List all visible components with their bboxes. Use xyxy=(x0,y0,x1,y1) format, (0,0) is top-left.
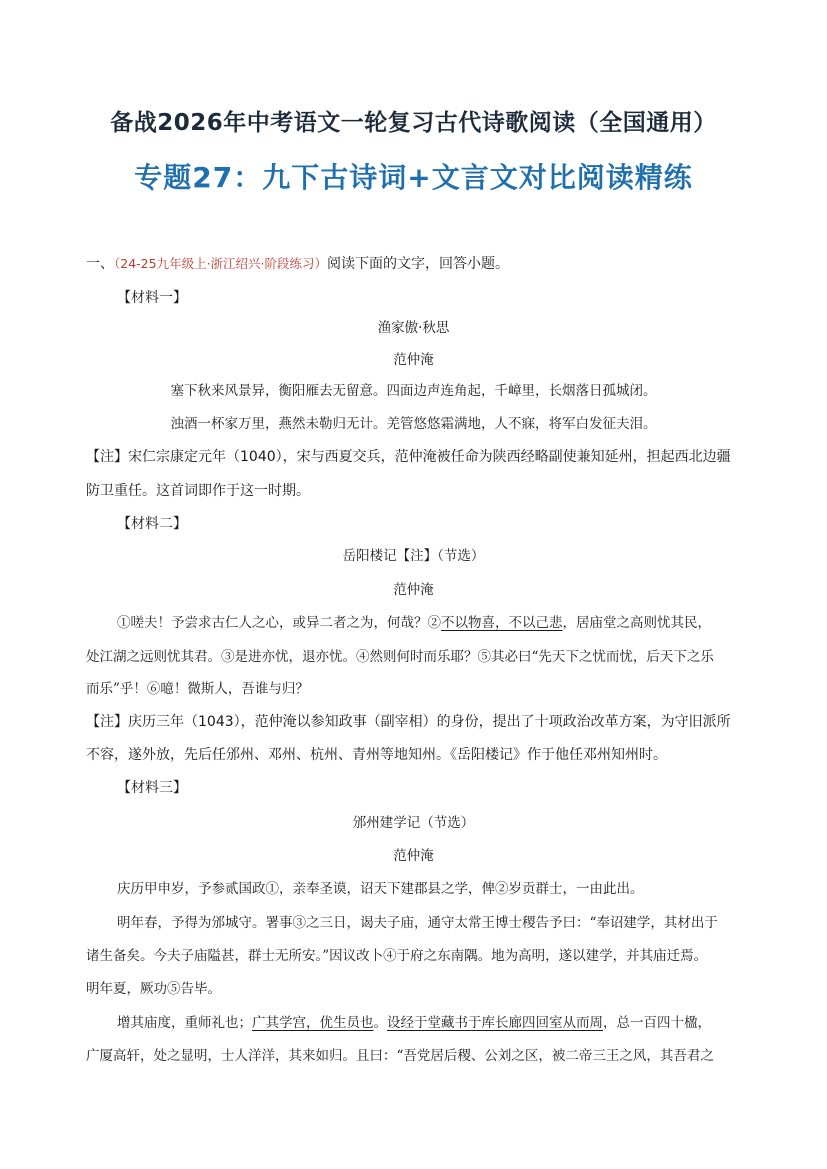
material-2-paragraph-line-1 xyxy=(117,613,711,633)
material-3-text: ，总一百四十楹， xyxy=(603,1015,711,1031)
question-line xyxy=(86,254,509,274)
material-2-paragraph-line-2: 处江湖之远则忧其君。③是进亦忧，退亦忧。④然则何时而乐耶？⑤其必曰“先天下之忧而忧，后天下之乐 xyxy=(86,649,714,665)
material-1-poem-line-2: 浊酒一杯家万里，燕然未勒归无计。羌管悠悠霜满地，人不寐，将军白发征夫泪。 xyxy=(170,416,657,432)
material-1-title: 渔家傲·秋思 xyxy=(377,320,450,336)
material-1-note-line-1: 【注】宋仁宗康定元年（1040），宋与西夏交兵，范仲淹被任命为陕西经略副使兼知延州，担起西北边疆 xyxy=(86,449,731,465)
material-3-paragraph-2-line-1: 明年春，予得为邠城守。署事③之三日，谒夫子庙，通守太常王博士稷告予曰：“奉诏建学，其材出于 xyxy=(117,915,718,931)
question-source: （24-25九年级上·浙江绍兴·阶段练习） xyxy=(114,256,328,271)
material-3-underlined-phrase-1: 广其学宫，优生员也 xyxy=(252,1015,374,1031)
question-number: 一、 xyxy=(86,256,114,272)
material-2-title: 岳阳楼记【注】（节选） xyxy=(342,548,485,564)
material-1-label: 【材料一】 xyxy=(117,290,187,306)
material-1-author: 范仲淹 xyxy=(393,352,434,368)
document-subtitle: 专题27：九下古诗词+文言文对比阅读精练 xyxy=(134,161,693,194)
material-2-text: ，居庙堂之高则忧其民， xyxy=(562,615,711,631)
material-3-paragraph-1: 庆历甲申岁，予参贰国政①，亲奉圣谟，诏天下建郡县之学，俾②岁贡群士，一由此出。 xyxy=(117,881,644,897)
material-2-note-line-1: 【注】庆历三年（1043），范仲淹以参知政事（副宰相）的身份，提出了十项政治改革方案，为守旧派所 xyxy=(86,714,731,730)
material-3-paragraph-3-line-2: 广厦高轩，处之显明，士人洋洋，其来如归。且曰：“吾党居后稷、公刘之区，被二帝三王之风，其吾君之 xyxy=(86,1048,714,1064)
material-2-paragraph-line-3: 而乐”乎！⑥噫！微斯人，吾谁与归？ xyxy=(86,681,309,697)
document-title: 备战2026年中考语文一轮复习古代诗歌阅读（全国通用） xyxy=(110,110,717,136)
question-instruction: 阅读下面的文字，回答小题。 xyxy=(327,256,510,272)
material-3-text: 。 xyxy=(373,1015,387,1031)
material-3-label: 【材料三】 xyxy=(117,780,187,796)
material-3-title: 邠州建学记（节选） xyxy=(352,815,475,831)
material-3-author: 范仲淹 xyxy=(393,848,434,864)
material-3-paragraph-3-line-1 xyxy=(117,1013,711,1033)
material-3-paragraph-2-line-2: 诸生备矣。今夫子庙隘甚，群士无所安。”因议改卜④于府之东南隅。地为高明，遂以建学，并其庙迁焉。 xyxy=(86,948,708,964)
material-1-poem-line-1: 塞下秋来风景异，衡阳雁去无留意。四面边声连角起，千嶂里，长烟落日孤城闭。 xyxy=(170,383,657,399)
material-1-note-line-2: 防卫重任。这首词即作于这一时期。 xyxy=(86,483,310,499)
material-2-text: ①嗟夫！予尝求古仁人之心，或异二者之为，何哉？② xyxy=(117,615,441,631)
material-3-paragraph-2-line-3: 明年夏，厥功⑤告毕。 xyxy=(86,981,221,997)
material-3-text: 增其庙度，重师礼也； xyxy=(117,1015,252,1031)
material-2-note-line-2: 不容，遂外放，先后任邠州、邓州、杭州、青州等地知州。《岳阳楼记》作于他任邓州知州时。 xyxy=(86,747,667,763)
material-2-author: 范仲淹 xyxy=(393,582,434,598)
material-3-underlined-phrase-2: 设经于堂藏书于库长廊四回室从而周 xyxy=(387,1015,603,1031)
material-2-label: 【材料二】 xyxy=(117,516,187,532)
material-2-underlined-phrase: 不以物喜，不以己悲 xyxy=(441,615,563,631)
